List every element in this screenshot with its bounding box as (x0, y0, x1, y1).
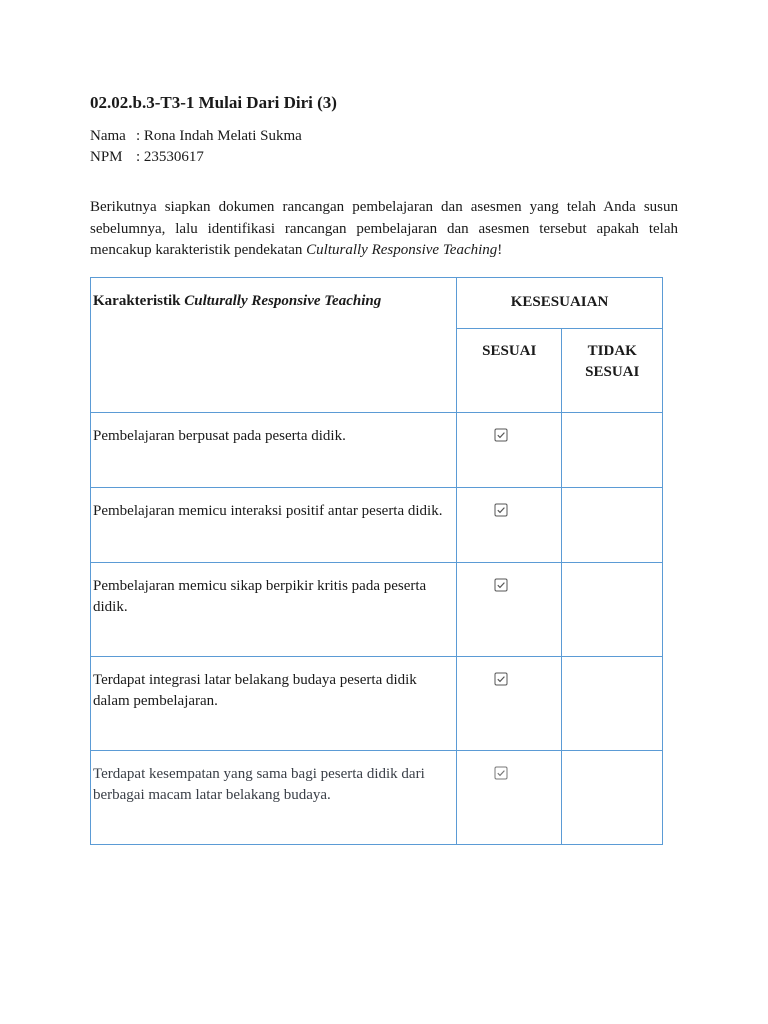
identity-row-name (90, 126, 678, 147)
table-row (91, 750, 663, 844)
identity-label: Nama (90, 128, 126, 144)
criteria-header-emphasis: Culturally Responsive Teaching (184, 292, 382, 309)
intro-emphasis: Culturally Responsive Teaching (306, 242, 498, 258)
identity-row-npm (90, 147, 678, 168)
checked-box-icon[interactable] (494, 503, 508, 517)
tidak-sesuai-header-line1: TIDAK (587, 342, 637, 359)
identity-value: : Rona Indah Melati Sukma (136, 128, 302, 144)
table-row (91, 656, 663, 750)
checked-box-icon[interactable] (494, 428, 508, 442)
criteria-header-prefix: Karakteristik (93, 292, 185, 309)
criteria-cell: Pembelajaran memicu sikap berpikir kritis pada peserta didik. (91, 562, 457, 656)
identity-block (90, 126, 678, 168)
sesuai-cell[interactable] (457, 750, 562, 844)
checked-box-icon[interactable] (494, 766, 508, 780)
checked-box-icon[interactable] (494, 578, 508, 592)
sesuai-cell[interactable] (457, 487, 562, 562)
table-row (91, 412, 663, 487)
sesuai-header: SESUAI (457, 328, 562, 412)
sesuai-cell[interactable] (457, 656, 562, 750)
document-title: 02.02.b.3-T3-1 Mulai Dari Diri (3) (90, 93, 337, 112)
tidak-sesuai-cell[interactable] (562, 412, 663, 487)
tidak-sesuai-header (562, 328, 663, 412)
criteria-cell: Pembelajaran memicu interaksi positif antar peserta didik. (91, 487, 457, 562)
intro-text: Berikutnya siapkan dokumen rancangan pembelajaran dan asesmen yang telah Anda susun sebelumnya, lalu identifikasi rancangan pembelajaran dan asesmen tersebut apakah telah mencakup karakteristik pendekatan (90, 199, 678, 258)
tidak-sesuai-cell[interactable] (562, 656, 663, 750)
tidak-sesuai-header-line2: SESUAI (585, 363, 640, 380)
identity-value: : 23530617 (136, 149, 204, 165)
intro-paragraph (90, 197, 678, 262)
sesuai-cell[interactable] (457, 562, 562, 656)
tidak-sesuai-cell[interactable] (562, 487, 663, 562)
table-header-row (91, 277, 663, 328)
document-page (90, 90, 678, 845)
crt-checklist-table (90, 277, 663, 845)
intro-text-end: ! (497, 242, 503, 258)
tidak-sesuai-cell[interactable] (562, 750, 663, 844)
identity-label: NPM (90, 149, 123, 165)
checked-box-icon[interactable] (494, 672, 508, 686)
table-row (91, 562, 663, 656)
table-row (91, 487, 663, 562)
criteria-header (91, 277, 457, 412)
tidak-sesuai-cell[interactable] (562, 562, 663, 656)
sesuai-cell[interactable] (457, 412, 562, 487)
criteria-cell: Terdapat kesempatan yang sama bagi peserta didik dari berbagai macam latar belakang budaya. (91, 750, 457, 844)
criteria-cell: Terdapat integrasi latar belakang budaya peserta didik dalam pembelajaran. (91, 656, 457, 750)
kesesuaian-header: KESESUAIAN (457, 277, 663, 328)
criteria-cell: Pembelajaran berpusat pada peserta didik. (91, 412, 457, 487)
